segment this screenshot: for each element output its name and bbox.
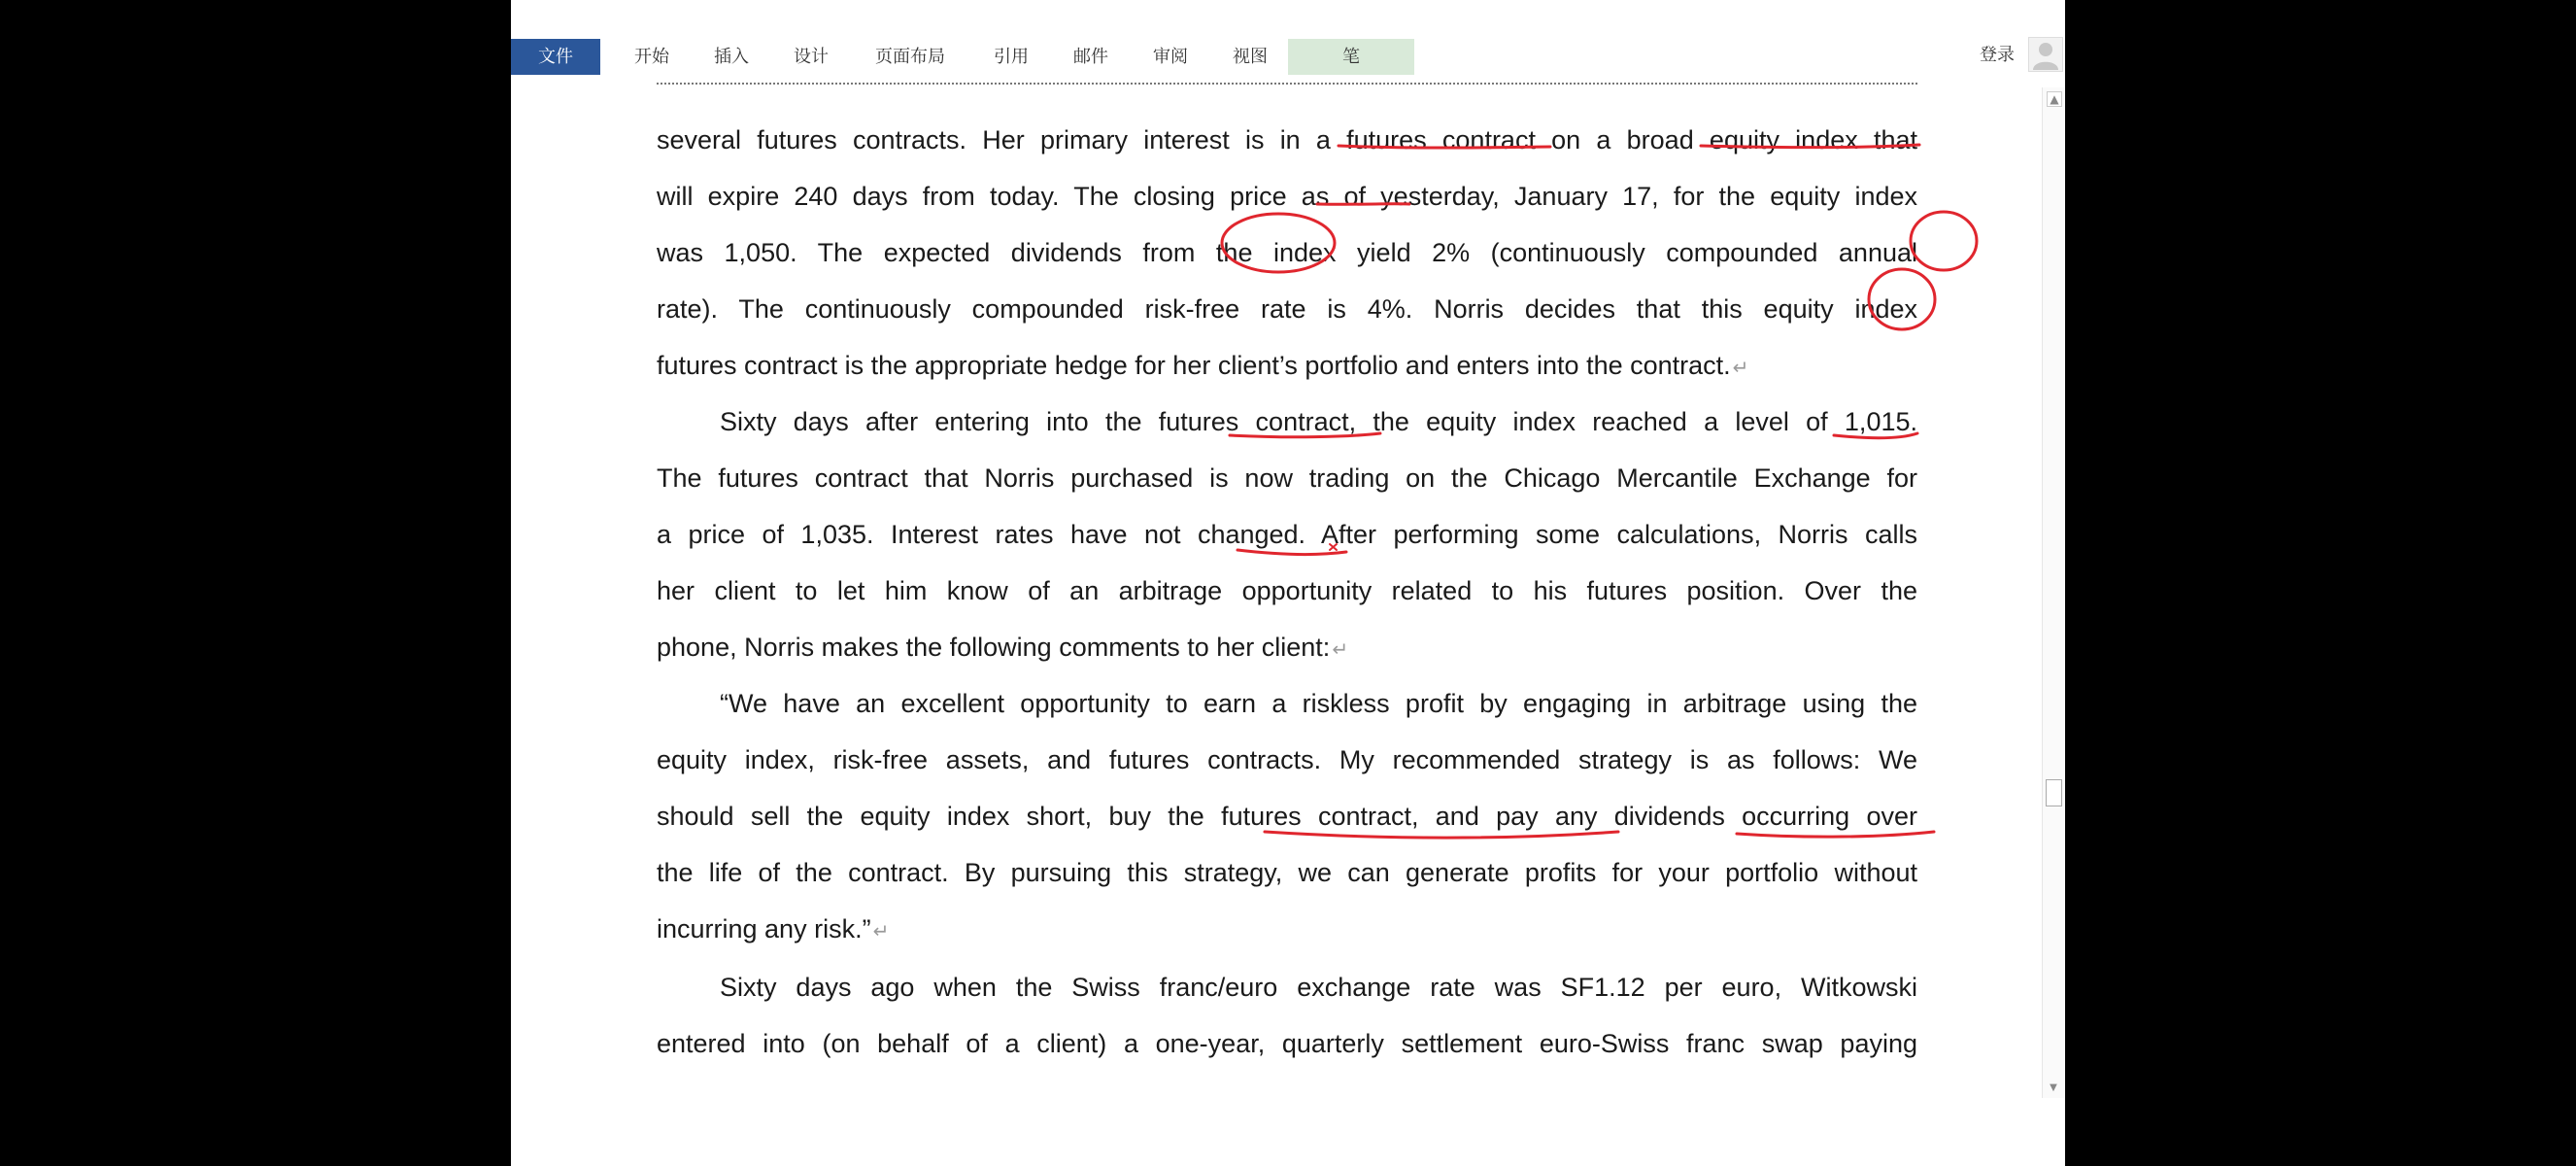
vertical-scrollbar[interactable] (2042, 87, 2064, 1098)
text-line: equity index, risk-free assets, and futures contracts. My recommended strategy is as follows: We (657, 745, 1917, 774)
paragraph-mark: ↵ (872, 921, 890, 943)
tab-review[interactable]: 审阅 (1153, 47, 1188, 67)
tab-mailings[interactable]: 邮件 (1073, 47, 1108, 67)
text-line: her client to let him know of an arbitrage opportunity related to his futures position. Over the (657, 576, 1917, 605)
text-line: a price of 1,035. Interest rates have not changed. After performing some calculations, Norris calls (657, 520, 1917, 549)
text-line: will expire 240 days from today. The closing price as of yesterday, January 17, for the equity index (657, 182, 1917, 211)
user-avatar-icon[interactable] (2028, 37, 2063, 72)
line-text: phone, Norris makes the following comments to her client: (657, 633, 1331, 662)
text-line (657, 619, 1917, 675)
text-line: “We have an excellent opportunity to earn a riskless profit by engaging in arbitrage using the (720, 689, 1917, 718)
clipped-line-fragment (657, 83, 1917, 90)
text-line: was 1,050. The expected dividends from the index yield 2% (continuously compounded annual (657, 238, 1917, 267)
tab-view[interactable]: 视图 (1233, 47, 1268, 67)
line-text: incurring any risk.” (657, 914, 871, 943)
word-window (511, 0, 2065, 1166)
scroll-up-arrow-icon[interactable]: ▲ (2047, 91, 2062, 107)
tab-page-layout[interactable]: 页面布局 (875, 47, 945, 67)
ribbon-menu-bar (511, 39, 2065, 75)
tab-pen[interactable]: 笔 (1288, 39, 1414, 75)
text-line: Sixty days ago when the Swiss franc/euro exchange rate was SF1.12 per euro, Witkowski (720, 973, 1917, 1002)
tab-file[interactable]: 文件 (511, 39, 600, 75)
text-line: The futures contract that Norris purchased is now trading on the Chicago Mercantile Exchange for (657, 463, 1917, 493)
clipped-text-line (657, 1080, 1917, 1093)
text-line: entered into (on behalf of a client) a one-year, quarterly settlement euro-Swiss franc swap paying (657, 1029, 1917, 1058)
tab-design[interactable]: 设计 (794, 47, 829, 67)
scroll-down-arrow-icon[interactable]: ▼ (2050, 1082, 2057, 1093)
paragraph-mark: ↵ (1732, 358, 1749, 379)
text-line (657, 901, 1917, 957)
text-line: several futures contracts. Her primary interest is in a futures contract on a broad equity index that (657, 125, 1917, 154)
login-link[interactable]: 登录 (1980, 45, 2015, 65)
text-line: should sell the equity index short, buy the futures contract, and pay any dividends occurring over (657, 802, 1917, 831)
document-page[interactable] (511, 75, 2046, 1093)
tab-references[interactable]: 引用 (994, 47, 1029, 67)
text-line: Sixty days after entering into the futures contract, the equity index reached a level of 1,015. (720, 407, 1917, 436)
text-line: rate). The continuously compounded risk-free rate is 4%. Norris decides that this equity index (657, 294, 1917, 324)
tab-insert[interactable]: 插入 (714, 47, 749, 67)
text-line (657, 337, 1917, 394)
tab-home[interactable]: 开始 (634, 47, 669, 67)
text-line: the life of the contract. By pursuing this strategy, we can generate profits for your portfolio without (657, 858, 1917, 887)
scroll-thumb[interactable] (2046, 779, 2062, 806)
line-text: futures contract is the appropriate hedge for her client’s portfolio and enters into the contract. (657, 351, 1731, 380)
paragraph-mark: ↵ (1332, 639, 1349, 661)
